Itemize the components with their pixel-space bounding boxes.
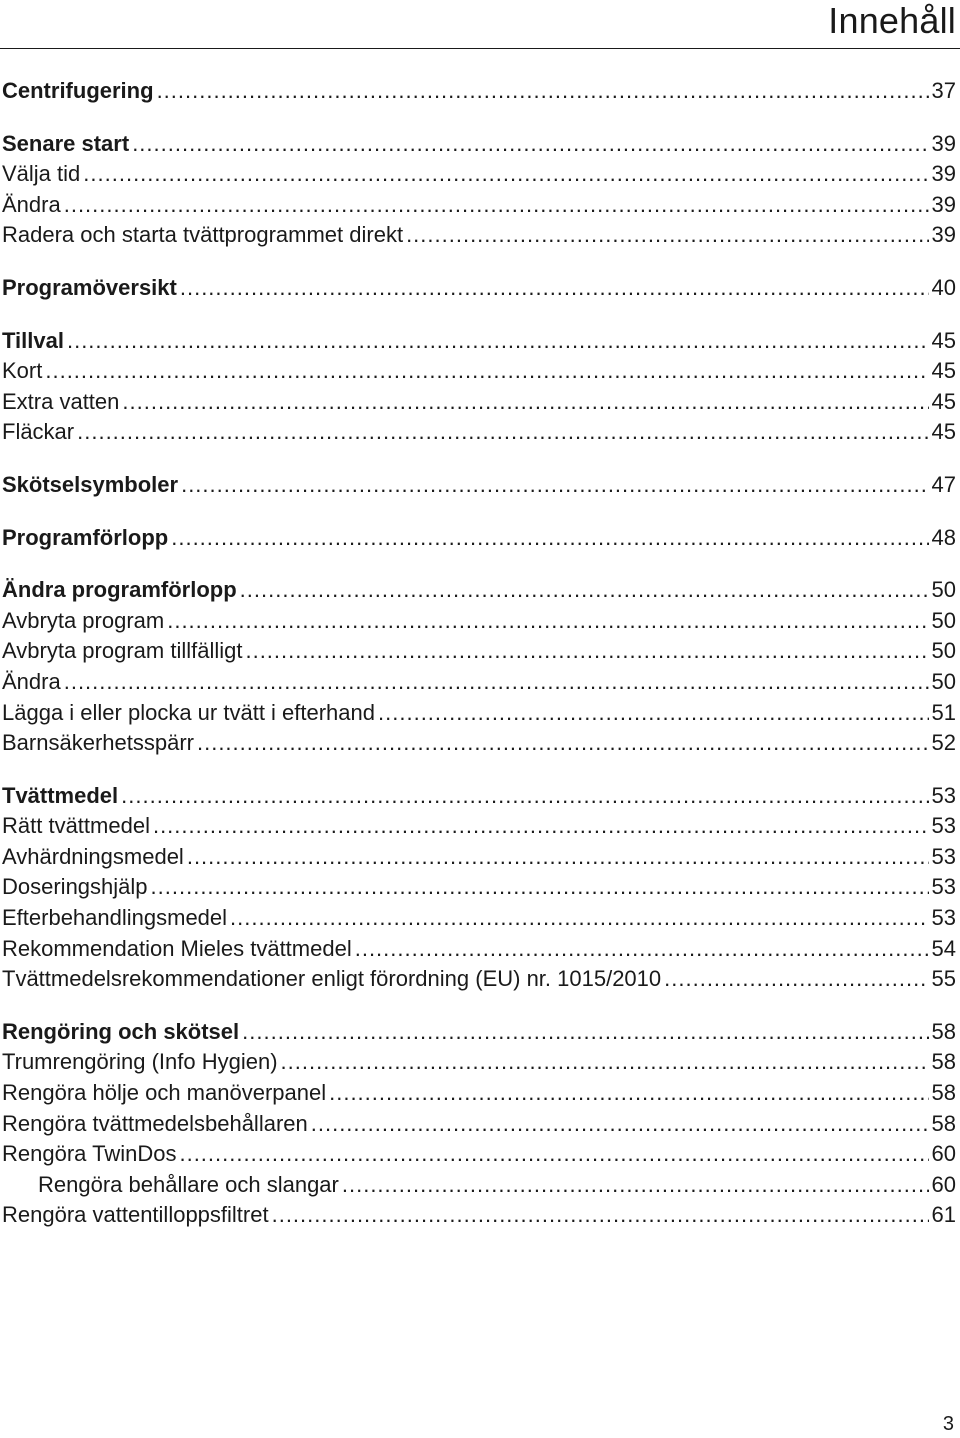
toc-entry[interactable]: [2, 606, 956, 637]
toc-entry[interactable]: [2, 470, 956, 501]
toc-leader-dots: [355, 934, 929, 964]
toc-leader-dots: [77, 417, 928, 447]
toc-entry-label: Välja tid: [2, 161, 81, 187]
toc-entry-label: Avbryta program tillfälligt: [2, 638, 243, 664]
toc-entry-label: Ändra: [2, 668, 61, 694]
toc-leader-dots: [67, 326, 929, 356]
toc-entry-label: Rätt tvättmedel: [2, 813, 150, 839]
toc-entry-page: 58: [931, 1049, 956, 1075]
toc-entry-label: Tvättmedel: [2, 782, 119, 808]
toc-leader-dots: [281, 1047, 929, 1077]
toc-entry[interactable]: [2, 387, 956, 418]
toc-entry-page: 39: [931, 130, 956, 156]
toc-entry-page: 39: [931, 222, 956, 248]
toc-entry-page: 37: [931, 78, 956, 103]
toc-entry-label: Rengöra vattentilloppsfiltret: [2, 1202, 269, 1228]
toc-entry[interactable]: [2, 1017, 956, 1048]
toc-leader-dots: [64, 190, 929, 220]
toc-leader-dots: [664, 964, 928, 994]
toc-entry-label: Avhärdningsmedel: [2, 843, 184, 869]
toc-entry-label: Rengöra hölje och manöverpanel: [2, 1080, 327, 1106]
toc-entry[interactable]: [2, 76, 956, 107]
toc-entry[interactable]: [2, 1139, 956, 1170]
toc-entry-page: 53: [931, 905, 956, 931]
toc-leader-dots: [230, 903, 928, 933]
toc-entry-label: Programöversikt: [2, 274, 177, 300]
toc-entry-label: Programförlopp: [2, 524, 169, 550]
toc-leader-dots: [171, 523, 928, 553]
toc-entry[interactable]: [2, 728, 956, 759]
toc-entry-label: Avbryta program: [2, 607, 165, 633]
toc-leader-dots: [167, 606, 928, 636]
toc-leader-dots: [132, 129, 928, 159]
toc-entry-label: Tillval: [2, 327, 64, 353]
toc-entry-label: Ändra programförlopp: [2, 577, 237, 603]
toc-entry-label: Rekommendation Mieles tvättmedel: [2, 935, 352, 961]
toc-entry-page: 45: [931, 358, 956, 384]
toc-entry-label: Rengöring och skötsel: [2, 1018, 240, 1044]
page-title: Innehåll: [828, 0, 956, 41]
toc-entry-page: 39: [931, 161, 956, 187]
toc-leader-dots: [245, 636, 928, 666]
toc-entry-label: Tvättmedelsrekommendationer enligt förordning (EU) nr. 1015/2010: [2, 966, 662, 992]
toc-leader-dots: [311, 1109, 929, 1139]
toc-leader-dots: [406, 220, 928, 250]
toc-entry-page: 55: [931, 966, 956, 992]
toc-entry-label: Barnsäkerhetsspärr: [2, 730, 194, 756]
toc-entry-label: Ändra: [2, 191, 61, 217]
toc-entry-label: Skötselsymboler: [2, 471, 179, 497]
toc-entry[interactable]: [2, 964, 956, 995]
toc-entry-label: Extra vatten: [2, 388, 120, 414]
page-number: 3: [942, 1413, 954, 1435]
toc-entry-page: 60: [931, 1141, 956, 1167]
toc-entry-page: 58: [931, 1080, 956, 1106]
toc-entry-page: 53: [931, 782, 956, 808]
toc-entry[interactable]: [2, 523, 956, 554]
toc-leader-dots: [242, 1017, 928, 1047]
toc-entry[interactable]: [2, 273, 956, 304]
toc-entry-label: Radera och starta tvättprogrammet direkt: [2, 222, 404, 248]
toc-entry-page: 51: [931, 699, 956, 725]
toc-leader-dots: [83, 159, 928, 189]
toc-entry-label: Senare start: [2, 130, 130, 156]
toc-entry[interactable]: [2, 1109, 956, 1140]
toc-entry-page: 52: [931, 730, 956, 756]
toc-entry[interactable]: [2, 190, 956, 221]
toc-leader-dots: [342, 1170, 929, 1200]
toc-entry-label: Efterbehandlingsmedel: [2, 905, 228, 931]
toc-leader-dots: [197, 728, 929, 758]
toc-entry-label: Rengöra TwinDos: [2, 1141, 177, 1167]
toc-leader-dots: [187, 842, 929, 872]
toc-entry[interactable]: [2, 575, 956, 606]
toc-entry-page: 50: [931, 668, 956, 694]
toc-entry-page: 58: [931, 1018, 956, 1044]
toc-leader-dots: [378, 698, 929, 728]
toc-entry[interactable]: [2, 872, 956, 903]
toc-entry[interactable]: [2, 1078, 956, 1109]
toc-leader-dots: [121, 781, 928, 811]
toc-entry-page: 47: [931, 471, 956, 497]
toc-entry-label: Rengöra behållare och slangar: [38, 1171, 339, 1197]
toc-entry-label: Doseringshjälp: [2, 874, 148, 900]
toc-entry-page: 53: [931, 843, 956, 869]
toc-entry[interactable]: [2, 842, 956, 873]
toc-entry[interactable]: [2, 781, 956, 812]
toc-entry[interactable]: [2, 220, 956, 251]
toc-entry-page: 40: [931, 274, 956, 300]
toc-entry[interactable]: [2, 326, 956, 357]
toc-entry-label: Rengöra tvättmedelsbehållaren: [2, 1110, 308, 1136]
toc-entry-page: 50: [931, 638, 956, 664]
toc-leader-dots: [153, 811, 929, 841]
toc-leader-dots: [64, 667, 929, 697]
toc-entry[interactable]: [2, 129, 956, 160]
toc-leader-dots: [45, 356, 928, 386]
toc-entry-label: Kort: [2, 358, 43, 384]
toc-entry-page: 50: [931, 607, 956, 633]
toc-entry-page: 53: [931, 874, 956, 900]
toc-entry[interactable]: [2, 159, 956, 190]
toc-entry[interactable]: [2, 1200, 956, 1231]
toc-entry[interactable]: [2, 1047, 956, 1078]
toc-leader-dots: [181, 470, 928, 500]
toc-entry[interactable]: [2, 903, 956, 934]
toc-entry-label: Fläckar: [2, 419, 75, 445]
toc-entry[interactable]: [2, 667, 956, 698]
toc-entry-page: 45: [931, 388, 956, 414]
toc-entry-page: 45: [931, 419, 956, 445]
toc-entry-page: 60: [931, 1171, 956, 1197]
toc-entry[interactable]: [2, 356, 956, 387]
toc-leader-dots: [179, 1139, 928, 1169]
toc-entry-label: Trumrengöring (Info Hygien): [2, 1049, 278, 1075]
toc-entry-page: 50: [931, 577, 956, 603]
toc-leader-dots: [240, 575, 929, 605]
toc-entry[interactable]: [2, 934, 956, 965]
toc-entry-page: 39: [931, 191, 956, 217]
toc-entry-page: 48: [931, 524, 956, 550]
toc-leader-dots: [151, 872, 929, 902]
toc-entry[interactable]: [2, 811, 956, 842]
toc-entry-page: 61: [931, 1202, 956, 1228]
toc-leader-dots: [329, 1078, 928, 1108]
toc-entry[interactable]: [2, 698, 956, 729]
toc-entry-page: 53: [931, 813, 956, 839]
toc-leader-dots: [272, 1200, 929, 1230]
toc-entry-page: 45: [931, 327, 956, 353]
toc-entry-label: Centrifugering: [2, 78, 154, 103]
toc-entry-page: 58: [931, 1110, 956, 1136]
toc-entry[interactable]: [2, 636, 956, 667]
header-divider: [0, 48, 960, 49]
toc-entry[interactable]: [2, 417, 956, 448]
toc-entry-label: Lägga i eller plocka ur tvätt i efterhand: [2, 699, 376, 725]
toc-leader-dots: [157, 76, 929, 106]
toc-leader-dots: [122, 387, 928, 417]
toc-leader-dots: [180, 273, 929, 303]
toc-entry-page: 54: [931, 935, 956, 961]
toc-entry[interactable]: [2, 1170, 956, 1201]
table-of-contents: [2, 76, 956, 1231]
